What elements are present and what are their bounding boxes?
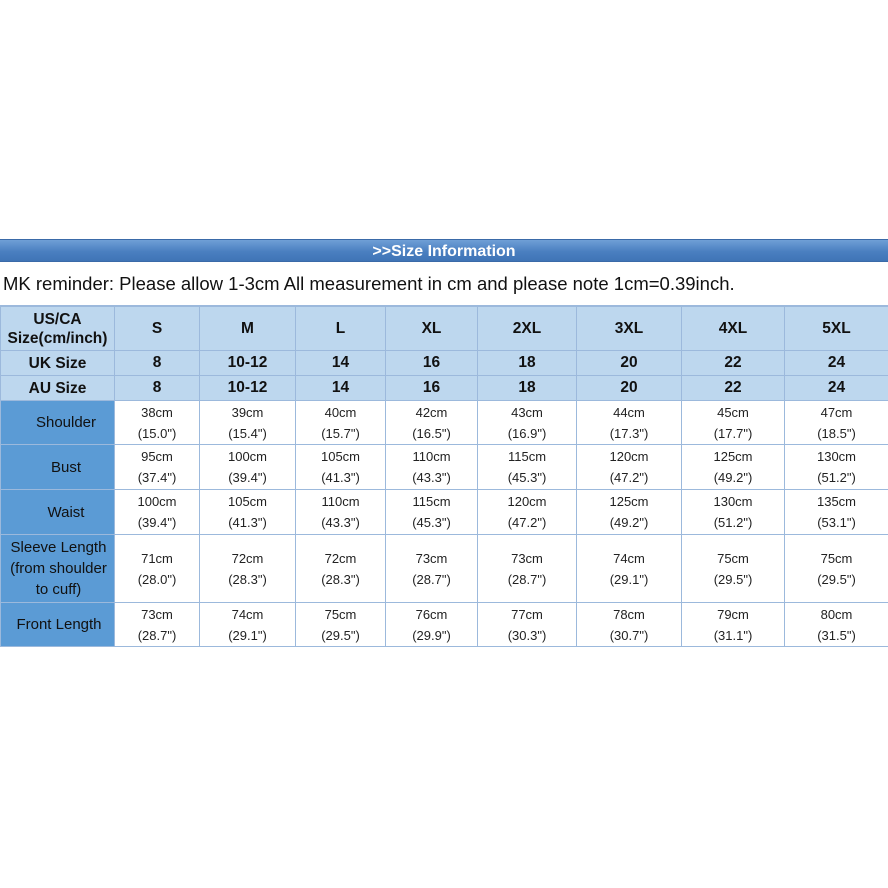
measurement-cell: 47cm (18.5") [785,401,888,445]
measurement-cell: 78cm (30.7") [577,603,682,647]
size-cell: 24 [785,351,888,376]
size-cell: 14 [296,376,386,401]
uk-size-label: UK Size [1,351,115,376]
size-cell: 22 [682,351,785,376]
measurement-cell: 100cm (39.4") [200,445,296,490]
front-length-row [1,603,888,647]
measurement-cell: 115cm (45.3") [386,490,478,535]
measurement-cell: 120cm (47.2") [577,445,682,490]
measurement-cell: 100cm (39.4") [115,490,200,535]
shoulder-row [1,401,888,445]
measurement-cell: 39cm (15.4") [200,401,296,445]
measurement-cell: 77cm (30.3") [478,603,577,647]
measurement-cell: 73cm (28.7") [115,603,200,647]
bust-label: Bust [1,445,115,490]
size-chart-table [0,306,888,647]
size-cell: 5XL [785,307,888,351]
size-cell: S [115,307,200,351]
measurement-cell: 76cm (29.9") [386,603,478,647]
size-cell: 20 [577,351,682,376]
measurement-cell: 130cm (51.2") [682,490,785,535]
size-cell: 24 [785,376,888,401]
measurement-cell: 74cm (29.1") [577,535,682,603]
measurement-cell: 110cm (43.3") [386,445,478,490]
size-cell: 2XL [478,307,577,351]
measurement-cell: 42cm (16.5") [386,401,478,445]
measurement-cell: 72cm (28.3") [296,535,386,603]
size-cell: M [200,307,296,351]
measurement-cell: 44cm (17.3") [577,401,682,445]
sleeve-length-row [1,535,888,603]
size-cell: L [296,307,386,351]
measurement-cell: 75cm (29.5") [296,603,386,647]
measurement-cell: 38cm (15.0") [115,401,200,445]
measurement-cell: 73cm (28.7") [478,535,577,603]
size-information-title: >>Size Information [0,239,888,262]
size-cell: 4XL [682,307,785,351]
measurement-cell: 72cm (28.3") [200,535,296,603]
size-cell: 8 [115,351,200,376]
measurement-cell: 75cm (29.5") [682,535,785,603]
size-cell: 10-12 [200,376,296,401]
measurement-cell: 73cm (28.7") [386,535,478,603]
waist-label: Waist [1,490,115,535]
measurement-cell: 135cm (53.1") [785,490,888,535]
shoulder-label: Shoulder [1,401,115,445]
measurement-cell: 71cm (28.0") [115,535,200,603]
size-cell: 20 [577,376,682,401]
us-ca-size-row [1,307,888,351]
size-information-sheet [0,239,888,647]
measurement-cell: 75cm (29.5") [785,535,888,603]
measurement-cell: 130cm (51.2") [785,445,888,490]
size-cell: 18 [478,351,577,376]
measurement-cell: 43cm (16.9") [478,401,577,445]
au-size-label: AU Size [1,376,115,401]
size-cell: 3XL [577,307,682,351]
measurement-cell: 110cm (43.3") [296,490,386,535]
uk-size-row [1,351,888,376]
measurement-cell: 40cm (15.7") [296,401,386,445]
size-cell: 16 [386,351,478,376]
size-cell: 14 [296,351,386,376]
us-ca-size-label: US/CA Size(cm/inch) [1,307,115,351]
measurement-reminder: MK reminder: Please allow 1-3cm All measurement in cm and please note 1cm=0.39inch. [0,262,888,306]
size-cell: 10-12 [200,351,296,376]
size-cell: 22 [682,376,785,401]
front-length-label: Front Length [1,603,115,647]
measurement-cell: 45cm (17.7") [682,401,785,445]
bust-row [1,445,888,490]
sleeve-length-label: Sleeve Length (from shoulder to cuff) [1,535,115,603]
measurement-cell: 125cm (49.2") [577,490,682,535]
measurement-cell: 80cm (31.5") [785,603,888,647]
measurement-cell: 120cm (47.2") [478,490,577,535]
size-cell: 18 [478,376,577,401]
measurement-cell: 115cm (45.3") [478,445,577,490]
measurement-cell: 74cm (29.1") [200,603,296,647]
size-cell: 8 [115,376,200,401]
measurement-cell: 95cm (37.4") [115,445,200,490]
measurement-cell: 125cm (49.2") [682,445,785,490]
size-cell: XL [386,307,478,351]
measurement-cell: 105cm (41.3") [296,445,386,490]
au-size-row [1,376,888,401]
size-cell: 16 [386,376,478,401]
waist-row [1,490,888,535]
measurement-cell: 105cm (41.3") [200,490,296,535]
measurement-cell: 79cm (31.1") [682,603,785,647]
